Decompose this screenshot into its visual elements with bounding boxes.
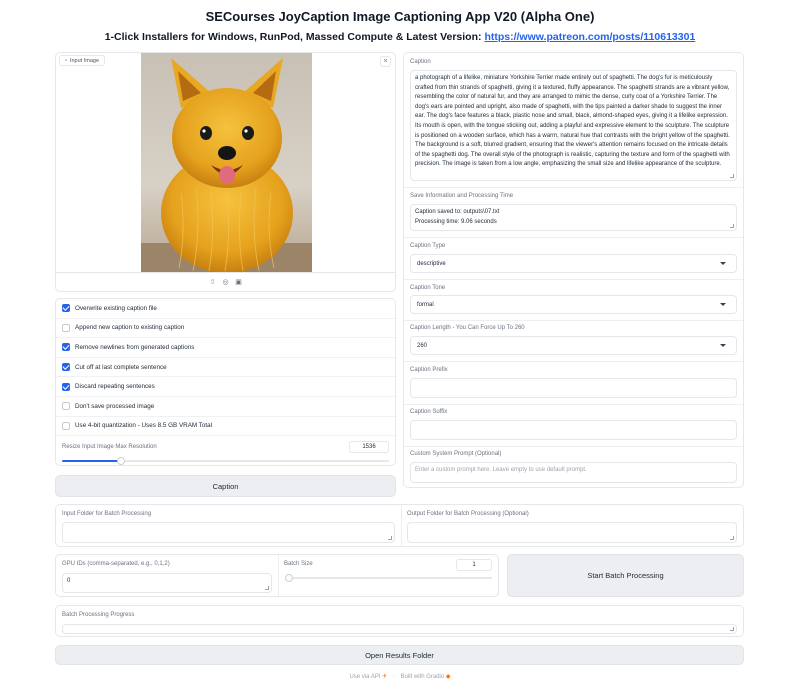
input-folder-label: Input Folder for Batch Processing (62, 511, 152, 517)
gradio-link[interactable]: Built with Gradio (400, 674, 445, 680)
caption-suffix-label: Caption Suffix (410, 409, 448, 415)
caption-type-value: descriptive (417, 260, 446, 267)
start-batch-button[interactable]: Start Batch Processing (507, 554, 744, 597)
save-info-time: Processing time: 9.06 seconds (415, 218, 497, 225)
spaghetti-dog-picture (141, 53, 312, 273)
batch-progress-label: Batch Processing Progress (62, 612, 135, 618)
option-checkbox-row[interactable] (56, 417, 395, 437)
subtitle-text: 1-Click Installers for Windows, RunPod, Massed Compute & Latest Version: (104, 31, 485, 43)
chevron-down-icon (720, 262, 726, 265)
footer-separator: · (392, 674, 395, 680)
input-folder-input[interactable] (62, 522, 395, 543)
resize-handle-icon[interactable] (388, 536, 392, 540)
resize-slider-handle[interactable] (117, 457, 125, 465)
batch-folders-panel (55, 504, 744, 547)
caption-prefix-label: Caption Prefix (410, 367, 448, 373)
checkbox-checked-icon[interactable] (62, 363, 70, 371)
output-folder-label: Output Folder for Batch Processing (Optional) (407, 511, 529, 517)
system-prompt-placeholder: Enter a custom prompt here. Leave empty to use default prompt. (415, 467, 587, 473)
option-checkbox-row[interactable] (56, 358, 395, 378)
resize-handle-icon[interactable] (730, 627, 734, 631)
webcam-icon[interactable]: ◎ (222, 278, 229, 286)
option-checkbox-row[interactable] (56, 377, 395, 397)
option-checkbox-row[interactable] (56, 319, 395, 339)
batch-settings-panel (55, 554, 499, 597)
system-prompt-input[interactable] (410, 462, 737, 483)
caption-tone-select[interactable] (410, 295, 737, 314)
option-checkbox-label: Overwrite existing caption file (75, 304, 157, 312)
input-image-panel[interactable] (55, 52, 396, 292)
option-checkbox-label: Remove newlines from generated captions (75, 343, 195, 351)
input-image-label: Input Image (69, 57, 99, 64)
resize-slider-fill (62, 460, 121, 462)
checkbox-unchecked-icon[interactable] (62, 402, 70, 410)
resize-handle-icon[interactable] (730, 224, 734, 228)
rocket-icon: ✈ (382, 674, 388, 680)
open-results-button[interactable]: Open Results Folder (55, 645, 744, 665)
close-icon[interactable]: × (380, 56, 391, 67)
checkbox-unchecked-icon[interactable] (62, 324, 70, 332)
resize-value-input[interactable]: 1536 (349, 441, 389, 453)
chevron-down-icon (720, 344, 726, 347)
image-icon: ▫ (65, 57, 67, 64)
caption-length-select[interactable] (410, 336, 737, 355)
caption-type-select[interactable] (410, 254, 737, 273)
batch-progress-panel (55, 605, 744, 637)
page-subtitle (0, 31, 800, 43)
caption-length-label: Caption Length - You Can Force Up To 260 (410, 325, 525, 331)
resize-label: Resize Input Image Max Resolution (62, 444, 157, 450)
option-checkbox-row[interactable] (56, 299, 395, 319)
gpu-ids-input[interactable] (62, 573, 272, 593)
option-checkbox-row[interactable] (56, 338, 395, 358)
output-folder-input[interactable] (407, 522, 737, 543)
caption-tone-label: Caption Tone (410, 285, 446, 291)
batch-progress-textarea[interactable] (62, 624, 737, 634)
use-api-link[interactable]: Use via API (349, 674, 381, 680)
save-info-path: Caption saved to: outputs\07.txt (415, 209, 500, 215)
batch-size-slider[interactable] (286, 577, 492, 579)
system-prompt-label: Custom System Prompt (Optional) (410, 451, 502, 457)
option-checkbox-label: Use 4-bit quantization - Uses 8.5 GB VRAM Total (75, 422, 213, 430)
option-checkbox-label: Don't save processed image (75, 402, 155, 410)
resize-slider[interactable] (62, 460, 389, 462)
batch-size-input[interactable]: 1 (456, 559, 492, 571)
options-panel (55, 298, 396, 466)
resize-handle-icon[interactable] (730, 536, 734, 540)
dog-image (141, 53, 312, 273)
gradio-logo-icon: ◆ (445, 674, 451, 680)
batch-size-label: Batch Size (284, 561, 313, 567)
page-title: SECourses JoyCaption Image Captioning App V20 (Alpha One) (205, 9, 595, 24)
clipboard-icon[interactable]: ▣ (235, 278, 242, 286)
footer (0, 673, 800, 680)
checkbox-checked-icon[interactable] (62, 383, 70, 391)
chevron-down-icon (720, 303, 726, 306)
caption-prefix-input[interactable] (410, 378, 737, 398)
resize-handle-icon[interactable] (265, 586, 269, 590)
option-checkbox-label: Append new caption to existing caption (75, 324, 185, 332)
caption-suffix-input[interactable] (410, 420, 737, 440)
caption-type-label: Caption Type (410, 243, 446, 249)
caption-button[interactable]: Caption (55, 475, 396, 497)
caption-label: Caption (410, 59, 431, 65)
option-checkbox-label: Discard repeating sentences (75, 383, 155, 391)
checkbox-unchecked-icon[interactable] (62, 422, 70, 430)
batch-size-slider-handle[interactable] (285, 574, 293, 582)
image-toolbar (56, 272, 395, 291)
caption-text: a photograph of a lifelike, miniature Yorkshire Terrier made entirely out of spaghetti. The dog's fur is meticulously crafted from thin strands of spaghetti, giving it a textured, fluffy appearance. The spaghetti strands are a vibrant yellow, resembling the color of natural fur, and they are arranged to mimic the dense, curly coat of a Yorkshire Terrier. The dog's ears are pointed and upright, also made of spaghetti, with the tips painted a darker shade to suggest the inner ear. The dog's face features a black, plastic nose and small, black, almond-shaped eyes, giving it a lifelike expression. Its mouth is open, with the tongue sticking out, adding a playful and expressive element to the sculpture. The sculpture is positioned on a wooden surface, which has a warm, natural hue that contrasts with the bright yellow of the spaghetti. The background is a soft, blurred gradient, ensuring that the viewer's attention remains focused on the intricate details of the spaghetti dog. The overall style of the photograph is realistic, capturing the texture and form of the spaghetti with precision. The image is taken from a low angle, emphasizing the small size and lifelike appearance of the sculpture. (415, 75, 730, 168)
save-info-textarea[interactable] (410, 204, 737, 231)
option-checkbox-row[interactable] (56, 397, 395, 417)
save-info-label: Save Information and Processing Time (410, 193, 514, 199)
resize-handle-icon[interactable] (730, 174, 734, 178)
gpu-ids-value: 0 (67, 578, 71, 584)
caption-length-value: 260 (417, 342, 428, 349)
caption-output-panel (403, 52, 744, 488)
checkbox-checked-icon[interactable] (62, 304, 70, 312)
gpu-ids-label: GPU IDs (comma-separated, e.g., 0,1,2) (62, 561, 170, 567)
caption-tone-value: formal (417, 301, 434, 308)
option-checkbox-label: Cut off at last complete sentence (75, 363, 167, 371)
caption-textarea[interactable] (410, 70, 737, 181)
upload-icon[interactable]: ⇧ (209, 278, 216, 286)
input-image-tag (59, 55, 105, 66)
checkbox-checked-icon[interactable] (62, 343, 70, 351)
patreon-link[interactable]: https://www.patreon.com/posts/110613301 (484, 31, 696, 43)
